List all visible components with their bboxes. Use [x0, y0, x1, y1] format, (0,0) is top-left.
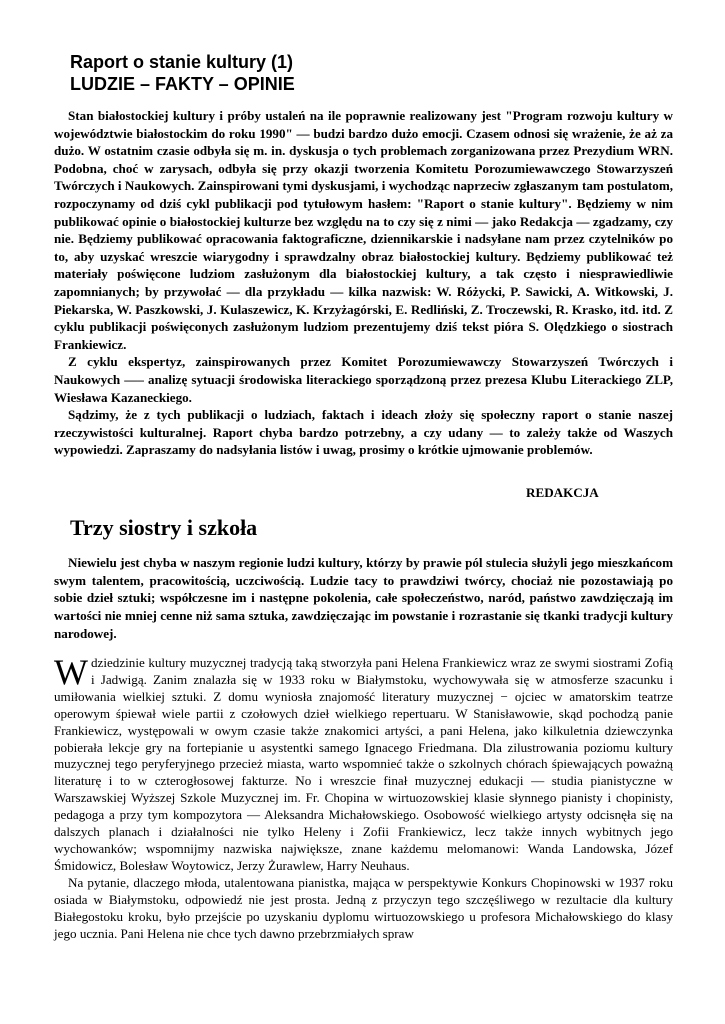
intro-paragraph-1: Stan białostockiej kultury i próby ustaleń na ile poprawnie realizowany jest "Program rozwoju kultury w województwie białostockim do roku 1990" — budzi bardzo dużo emocji. Czasem odnosi się wrażenie, że aż za dużo. W ostatnim czasie odbyła się m. in. dyskusja o tych problemach zorganizowana przez Prezydium WRN. Podobna, choć w zarysach, odbyła się przy okazji tworzenia Komitetu Porozumiewawczego Stowarzyszeń Twórczych i Naukowych. Zainspirowani tymi dyskusjami, i wychodząc naprzeciw zgłaszanym tam postulatom, rozpoczynamy od dziś cykl publikacji pod tytułowym hasłem: "Raport o stanie kultury". Będziemy w nim publikować opinie o białostockiej kulturze bez względu na to czy się z nimi — jako Redakcja — zgadzamy, czy nie. Będziemy publikować opracowania faktograficzne, dziennikarskie i nadsyłane nam przez czytelników po to, aby uzyskać wreszcie wiarygodny i sprawdzalny obraz białostockiej kultury. Będziemy publikować też materiały poświęcone ludziom zasłużonym dla białostockiej kultury, a tak często i niesprawiedliwie zapomnianych; by przywołać — dla przykładu — kilka nazwisk: W. Różycki, P. Sawicki, A. Witkowski, J. Piekarska, W. Paszkowski, J. Kulaszewicz, K. Krzyżagórski, E. Redliński, Z. Troczewski, R. Krasko, itd. itd. Z cyklu publikacji poświęconych zasłużonym ludziom prezentujemy dziś tekst pióra S. Olędzkiego o siostrach Frankiewicz.	[54, 108, 673, 352]
article-lead: Niewielu jest chyba w naszym regionie ludzi kultury, którzy by prawie pól stulecia służyli jego mieszkańcom swym talentem, pracowitością, uczciwością. Ludzie tacy to prawdziwi twórcy, chociaż nie pozostawiają po sobie dzieł sztuki; współczesne im i następne pokolenia, całe społeczeństwo, naród, państwo zawdzięczają im wartości nie mniej cenne niż sama sztuka, zawdzięczając im powstanie i rozrastanie się tkanki tradycji kultury narodowej.	[54, 555, 673, 641]
intro-paragraph-2: Z cyklu ekspertyz, zainspirowanych przez Komitet Porozumiewawczy Stowarzyszeń Twórczych i Naukowych —– analizę sytuacji środowiska literackiego sporządzoną przez prezesa Klubu Literackiego ZLP, Wiesława Kazaneckiego.	[54, 354, 673, 405]
body-paragraph-1-text: dziedzinie kultury muzycznej tradycją taką stworzyła pani Helena Frankiewicz wraz ze swymi siostrami Zofią i Jadwigą. Zanim znalazła się w 1933 roku w Białymstoku, wychowywała się w atmosferze szacunku i umiłowania wielkiej sztuki. Z domu wyniosła znajomość literatury muzycznej − ojciec w amatorskim teatrze operowym śpiewał wiele partii z czołowych dzieł wielkiego repertuaru. W Stanisławowie, skąd pochodzą panie Frankiewicz, występowali w owym czasie także znakomici artyści, a pani Helena, jako kilkuletnia dziewczynka pobierała lekcje gry na fortepianie u asystentki samego Ignacego Friedmana. Dla zilustrowania poziomu kultury muzycznej tego peryferyjnego przecież miasta, warto wspomnieć także o szkolnych chórach śpiewających poważną literaturę i to w czterogłosowej fakturze. No i wreszcie finał muzycznej edukacji — studia pianistyczne w Warszawskiej Wyższej Szkole Muzycznej im. Fr. Chopina w wirtuozowskiej klasie słynnego pianisty i chopinisty, pedagoga a przy tym kompozytora — Aleksandra Michałowskiego. Osobowość wielkiego artysty odcisnęła się na dalszych planach i działalności nie tylko Heleny i Zofii Frankiewicz, lecz także innych wybitnych jego wychowanków; wspomnijmy nazwiska największe, znane każdemu melomanowi: Wanda Landowska, Józef Śmidowicz, Bolesław Woytowicz, Jerzy Żurawlew, Harry Neuhaus.	[54, 655, 673, 873]
article-body	[54, 652, 673, 942]
body-paragraph-2: Na pytanie, dlaczego młoda, utalentowana pianistka, mająca w perspektywie Konkurs Chopinowski w 1937 roku osiada w Białymstoku, odpowiedź nie jest prosta. Jedną z przyczyn tego szczęśliwego w rezultacie dla kultury Białegostoku kroku, było przejście po uzyskaniu dyplomu wirtuozowskiego u profesora Michałowskiego do klasy jego ucznia. Pani Helena nie chce tych dawno przebrzmiałych spraw	[54, 874, 673, 941]
series-title: Raport o stanie kultury (1)	[70, 52, 294, 72]
editorial-intro	[54, 107, 673, 459]
editorial-signature: REDAKCJA	[526, 485, 599, 500]
intro-paragraph-3: Sądzimy, że z tych publikacji o ludziach, faktach i ideach złoży się społeczny raport o stanie naszej rzeczywistości kulturalnej. Raport chyba bardzo potrzebny, a czy udany — to zależy także od Waszych wypowiedzi. Zapraszamy do nadsyłania listów i uwag, prosimy o krótkie ujmowanie problemów.	[54, 407, 673, 458]
drop-cap: W	[54, 652, 88, 692]
series-subtitle: LUDZIE – FAKTY – OPINIE	[70, 74, 295, 94]
article-title: Trzy siostry i szkoła	[70, 515, 258, 540]
body-paragraph-1	[54, 652, 673, 875]
